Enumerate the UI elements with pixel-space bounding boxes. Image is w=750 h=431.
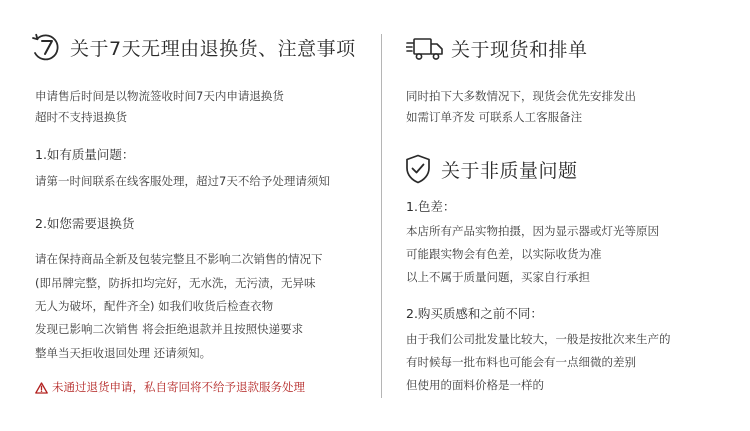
return-policy-line: 超时不支持退换货: [35, 110, 127, 124]
shield-check-icon: [405, 154, 431, 184]
stock-title: 关于现货和排单: [451, 39, 588, 61]
need-return-line: 发现已影响二次销售 将会拒绝退款并且按照快递要求: [35, 322, 304, 336]
need-return-line: 整单当天拒收退回处理 还请须知。: [35, 346, 212, 360]
color-diff-heading: 1.色差：: [406, 199, 456, 214]
delivery-truck-icon: [406, 37, 444, 61]
return-policy-line: 申请售后时间是以物流签收时间7天内申请退换货: [35, 89, 284, 103]
feel-diff-line: 但使用的面料价格是一样的: [406, 378, 544, 392]
quality-issue-line: 请第一时间联系在线客服处理，超过7天不给予处理请须知: [35, 174, 330, 188]
return-warning-text: 未通过退货申请，私自寄回将不给予退款服务处理: [52, 380, 305, 395]
color-diff-line: 以上不属于质量问题，买家自行承担: [406, 270, 590, 284]
need-return-line: (即吊牌完整，防拆扣均完好，无水洗，无污渍，无异味: [35, 276, 316, 290]
non-quality-heading: [405, 154, 578, 184]
stock-line: 如需订单齐发 可联系人工客服备注: [406, 110, 583, 124]
feel-diff-line: 由于我们公司批发量比较大，一般是按批次来生产的: [406, 332, 671, 346]
need-return-line: 请在保持商品全新及包装完整且不影响二次销售的情况下: [35, 252, 323, 266]
feel-diff-heading: 2.购买质感和之前不同：: [406, 306, 543, 321]
need-return-line: 无人为破坏，配件齐全) 如我们收货后检查衣物: [35, 299, 274, 313]
non-quality-title: 关于非质量问题: [441, 159, 578, 182]
color-diff-line: 本店所有产品实物拍摄，因为显示器或灯光等原因: [406, 224, 659, 238]
need-return-heading: 2.如您需要退换货: [35, 216, 135, 231]
color-diff-line: 可能跟实物会有色差，以实际收货为准: [406, 247, 602, 261]
feel-diff-line: 有时候每一批布料也可能会有一点细微的差别: [406, 355, 636, 369]
stock-heading: [406, 35, 588, 62]
stock-line: 同时拍下大多数情况下，现货会优先安排发出: [406, 89, 636, 103]
return-policy-title: 关于7天无理由退换货、注意事项: [70, 37, 356, 60]
quality-issue-heading: 1.如有质量问题：: [35, 147, 135, 162]
